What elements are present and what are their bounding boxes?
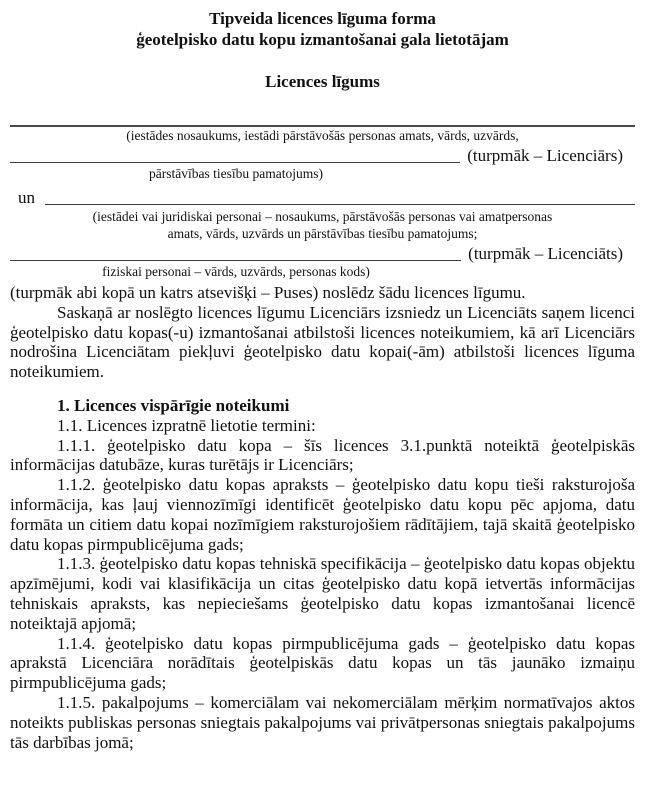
licensee-caption2: fiziskai personai – vārds, uzvārds, personas kods) — [102, 264, 370, 279]
clause-1-1-5: 1.1.5. pakalpojums – komerciālam vai nekomerciālam mērķim normatīvajos aktos noteikts publiskas personas sniegtais pakalpojums vai privātpersonas sniegtais pakalpojums tās darbības jomā; — [10, 692, 635, 752]
licensor-blank-line — [10, 140, 460, 163]
licensee-blank-line-2 — [10, 238, 461, 261]
licensor-label: (turpmāk – Licenciārs) — [467, 146, 623, 165]
clause-1-1-3: 1.1.3. ģeotelpisko datu kopas tehniskā specifikācija – ģeotelpisko datu kopas objektu apzīmējumi, kodi vai klasifikācija un citas ģeotelpisko datu kopā ietvertās informācijas tehniskais apraksts, kas nepieciešams ģeotelpisko datu kopas izmantošanai licencē noteiktajā apjomā; — [10, 554, 635, 633]
section-1-heading: 1. Licences vispārīgie noteikumi — [57, 395, 290, 415]
conjunction-word: un — [18, 188, 35, 207]
licensee-row — [10, 242, 635, 264]
licensee-caption-line1: (iestādei vai juridiskai personai – nosaukums, pārstāvošās personas vai amatpersonas — [92, 209, 553, 224]
licensee-label: (turpmāk – Licenciāts) — [468, 244, 623, 263]
document-title-line1: Tipveida licences līguma forma — [209, 9, 436, 28]
licensor-caption2: pārstāvības tiesību pamatojums) — [149, 166, 323, 181]
clause-1-1: 1.1. Licences izpratnē lietotie termini: — [57, 415, 316, 435]
licensee-caption-line2: amats, vārds, uzvārds un pārstāvības tiesību pamatojums; — [167, 226, 478, 241]
conjunction-row — [10, 184, 635, 208]
clause-1-1-2: 1.1.2. ģeotelpisko datu kopas apraksts – ģeotelpisko datu kopu tieši raksturojoša informācija, kas ļauj viennozīmīgi identificēt ģeotelpisko datu kopu pēc apjoma, datu formāta un citiem datu kopai nozīmīgiem raksturojošiem rādītājiem, tajā skaitā ģeotelpisko datu kopas pirmpublicējuma gads; — [10, 475, 635, 554]
clause-1-1-4: 1.1.4. ģeotelpisko datu kopas pirmpublicējuma gads – ģeotelpisko datu kopas aprakstā Licenciāra norādītais ģeotelpiskās datu kopas un tās jaunāko izmaiņu pirmpublicējuma gads; — [10, 633, 635, 693]
closing-line: (turpmāk abi kopā un katrs atsevišķi – Puses) noslēdz šādu licences līgumu. — [10, 283, 526, 302]
licensor-caption: (iestādes nosaukums, iestādi pārstāvošās personas amats, vārds, uzvārds, — [126, 128, 519, 143]
intro-paragraph: Saskaņā ar noslēgto licences līgumu Licenciārs izsniedz un Licenciāts saņem licenci ģeotelpisko datu kopas(-u) izmantošanai atbilstoši licences noteikumiem, kā arī Licenciārs nodrošina Licenciātam piekļuvi ģeotelpisko datu kopai(-ām) atbilstoši licences līguma noteikumiem. — [10, 302, 635, 382]
clause-1-1-1: 1.1.1. ģeotelpisko datu kopa – šīs licences 3.1.punktā noteiktā ģeotelpiskās informācijas datubāze, kuras turētājs ir Licenciārs; — [10, 435, 635, 475]
document-body — [10, 283, 635, 752]
licensee-blank-line-1 — [45, 180, 635, 205]
document-title-line2: ģeotelpisko datu kopu izmantošanai gala lietotājam — [136, 30, 509, 49]
licensor-row — [10, 144, 635, 166]
document-subtitle: Licences līgums — [265, 72, 380, 91]
